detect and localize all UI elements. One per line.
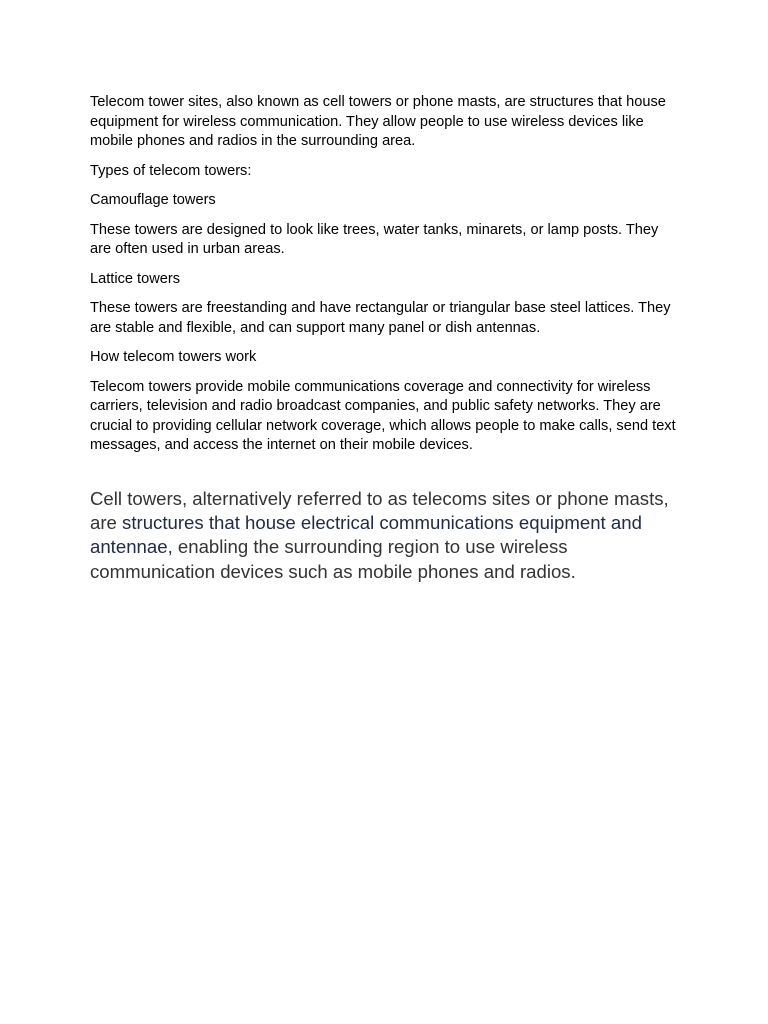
lattice-heading: Lattice towers (90, 270, 181, 287)
how-it-works-paragraph: Telecom towers provide mobile communications coverage and connectivity for wireless carriers, television and radio broadcast companies, and public safety networks. They are crucial to providing cellular network coverage, which allows people to make calls, send text messages, and access the internet on their mobile devices. (90, 378, 676, 453)
how-it-works-heading: How telecom towers work (90, 349, 257, 365)
summary-text-before: Cell towers, alternatively referred to as telecoms sites or phone masts, are (90, 487, 669, 533)
summary-highlight: structures that house electrical communications equipment and antennae (90, 511, 642, 558)
types-heading: Types of telecom towers: (90, 162, 252, 179)
summary-text-after: , enabling the surrounding region to use wireless communication devices such as mobile phones and radios. (90, 536, 576, 582)
camouflage-paragraph: These towers are designed to look like trees, water tanks, minarets, or lamp posts. They are often used in urban areas. (90, 221, 659, 257)
document-page (90, 93, 682, 603)
lattice-paragraph: These towers are freestanding and have rectangular or triangular base steel lattices. They are stable and flexible, and can support many panel or dish antennas. (90, 300, 671, 336)
intro-paragraph: Telecom tower sites, also known as cell towers or phone masts, are structures that house equipment for wireless communication. They allow people to use wireless devices like mobile phones and radios in the surrounding area. (90, 94, 666, 149)
summary-paragraph (90, 487, 682, 585)
camouflage-heading: Camouflage towers (90, 192, 216, 208)
